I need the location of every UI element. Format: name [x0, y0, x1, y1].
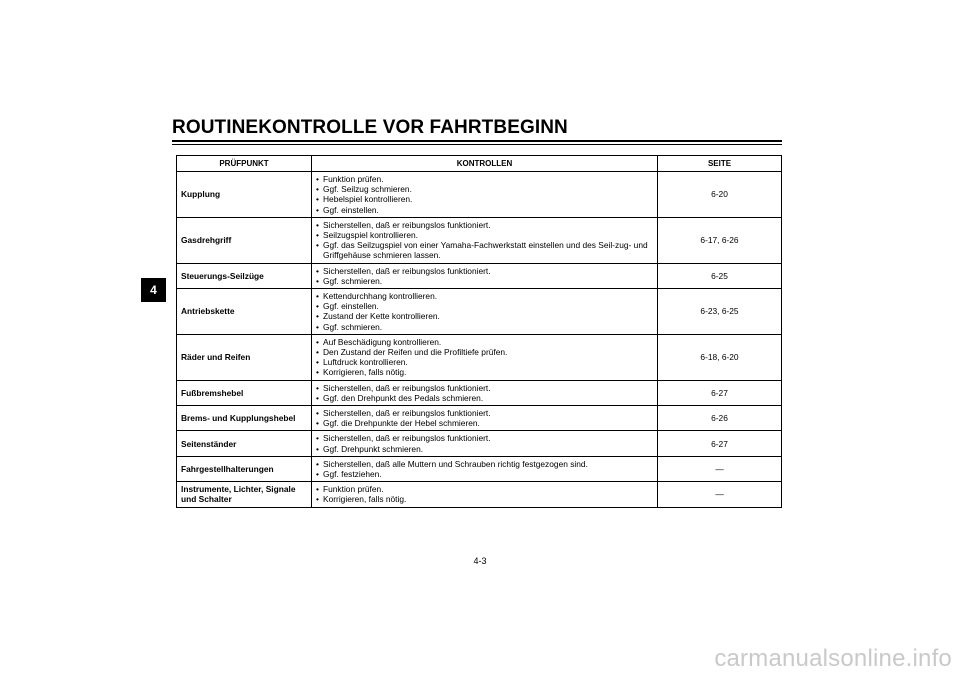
- list-item: • Ggf. einstellen.: [316, 205, 653, 215]
- check-list: [316, 174, 653, 215]
- header-item: PRÜFPUNKT: [177, 156, 312, 172]
- check-actions: [312, 431, 658, 456]
- check-item: Antriebskette: [177, 289, 312, 335]
- check-actions: [312, 406, 658, 431]
- check-list: [316, 459, 653, 479]
- check-item: Gasdrehgriff: [177, 217, 312, 263]
- chapter-tab: 4: [141, 278, 166, 302]
- check-actions: [312, 289, 658, 335]
- check-list: [316, 408, 653, 428]
- page-reference: 6-18, 6-20: [658, 334, 782, 380]
- list-item: • Ggf. schmieren.: [316, 276, 653, 286]
- check-list: [316, 484, 653, 504]
- page-title: ROUTINEKONTROLLE VOR FAHRTBEGINN: [172, 117, 568, 138]
- list-item: • Ggf. den Drehpunkt des Pedals schmieren.: [316, 393, 653, 403]
- list-item: • Sicherstellen, daß er reibungslos funktioniert.: [316, 433, 653, 443]
- page-reference: —: [658, 482, 782, 507]
- table-row: [177, 263, 782, 288]
- page-reference: 6-27: [658, 431, 782, 456]
- page-number: 4-3: [473, 556, 487, 566]
- list-item: • Ggf. die Drehpunkte der Hebel schmieren.: [316, 418, 653, 428]
- list-item: • Ggf. einstellen.: [316, 301, 653, 311]
- table-header-row: [177, 156, 782, 172]
- page-reference: 6-20: [658, 172, 782, 218]
- list-item: • Funktion prüfen.: [316, 174, 653, 184]
- check-actions: [312, 482, 658, 507]
- check-list: [316, 266, 653, 286]
- check-actions: [312, 380, 658, 405]
- list-item: • Luftdruck kontrollieren.: [316, 357, 653, 367]
- check-item: Räder und Reifen: [177, 334, 312, 380]
- table-row: [177, 380, 782, 405]
- check-item: Instrumente, Lichter, Signale und Schalter: [177, 482, 312, 507]
- check-item: Kupplung: [177, 172, 312, 218]
- list-item: • Korrigieren, falls nötig.: [316, 494, 653, 504]
- list-item: • Hebelspiel kontrollieren.: [316, 194, 653, 204]
- table-row: [177, 289, 782, 335]
- list-item: • Sicherstellen, daß er reibungslos funktioniert.: [316, 383, 653, 393]
- table-row: [177, 431, 782, 456]
- list-item: • Funktion prüfen.: [316, 484, 653, 494]
- check-list: [316, 433, 653, 453]
- list-item: • Ggf. Drehpunkt schmieren.: [316, 444, 653, 454]
- list-item: • Ggf. schmieren.: [316, 322, 653, 332]
- header-page: SEITE: [658, 156, 782, 172]
- page-reference: 6-27: [658, 380, 782, 405]
- check-actions: [312, 334, 658, 380]
- page-reference: 6-17, 6-26: [658, 217, 782, 263]
- title-underline-thin: [172, 144, 782, 145]
- check-list: [316, 220, 653, 261]
- list-item: • Ggf. festziehen.: [316, 469, 653, 479]
- check-item: Fahrgestellhalterungen: [177, 456, 312, 481]
- inspection-table: [176, 155, 782, 508]
- check-actions: [312, 263, 658, 288]
- table-row: [177, 456, 782, 481]
- check-actions: [312, 456, 658, 481]
- list-item: • Zustand der Kette kontrollieren.: [316, 311, 653, 321]
- list-item: • Ggf. Seilzug schmieren.: [316, 184, 653, 194]
- check-actions: [312, 217, 658, 263]
- check-item: Seitenständer: [177, 431, 312, 456]
- page-reference: 6-25: [658, 263, 782, 288]
- title-underline-thick: [172, 140, 782, 142]
- table-row: [177, 172, 782, 218]
- list-item: • Sicherstellen, daß er reibungslos funktioniert.: [316, 220, 653, 230]
- list-item: • Sicherstellen, daß alle Muttern und Schrauben richtig festgezogen sind.: [316, 459, 653, 469]
- page-reference: —: [658, 456, 782, 481]
- check-item: Steuerungs-Seilzüge: [177, 263, 312, 288]
- header-checks: KONTROLLEN: [312, 156, 658, 172]
- watermark: carmanualsonline.info: [714, 645, 952, 672]
- list-item: • Sicherstellen, daß er reibungslos funktioniert.: [316, 408, 653, 418]
- check-list: [316, 337, 653, 378]
- list-item: • Den Zustand der Reifen und die Profiltiefe prüfen.: [316, 347, 653, 357]
- page-reference: 6-23, 6-25: [658, 289, 782, 335]
- list-item: • Auf Beschädigung kontrollieren.: [316, 337, 653, 347]
- table-row: [177, 217, 782, 263]
- table-row: [177, 406, 782, 431]
- table-row: [177, 482, 782, 507]
- list-item: • Kettendurchhang kontrollieren.: [316, 291, 653, 301]
- check-actions: [312, 172, 658, 218]
- check-list: [316, 291, 653, 332]
- check-list: [316, 383, 653, 403]
- table-row: [177, 334, 782, 380]
- page-reference: 6-26: [658, 406, 782, 431]
- list-item: • Seilzugspiel kontrollieren.: [316, 230, 653, 240]
- check-item: Fußbremshebel: [177, 380, 312, 405]
- list-item: • Korrigieren, falls nötig.: [316, 367, 653, 377]
- list-item: • Sicherstellen, daß er reibungslos funktioniert.: [316, 266, 653, 276]
- list-item: • Ggf. das Seilzugspiel von einer Yamaha-Fachwerkstatt einstellen und des Seil-zug- und Griffgehäuse schmieren lassen.: [316, 240, 653, 260]
- check-item: Brems- und Kupplungshebel: [177, 406, 312, 431]
